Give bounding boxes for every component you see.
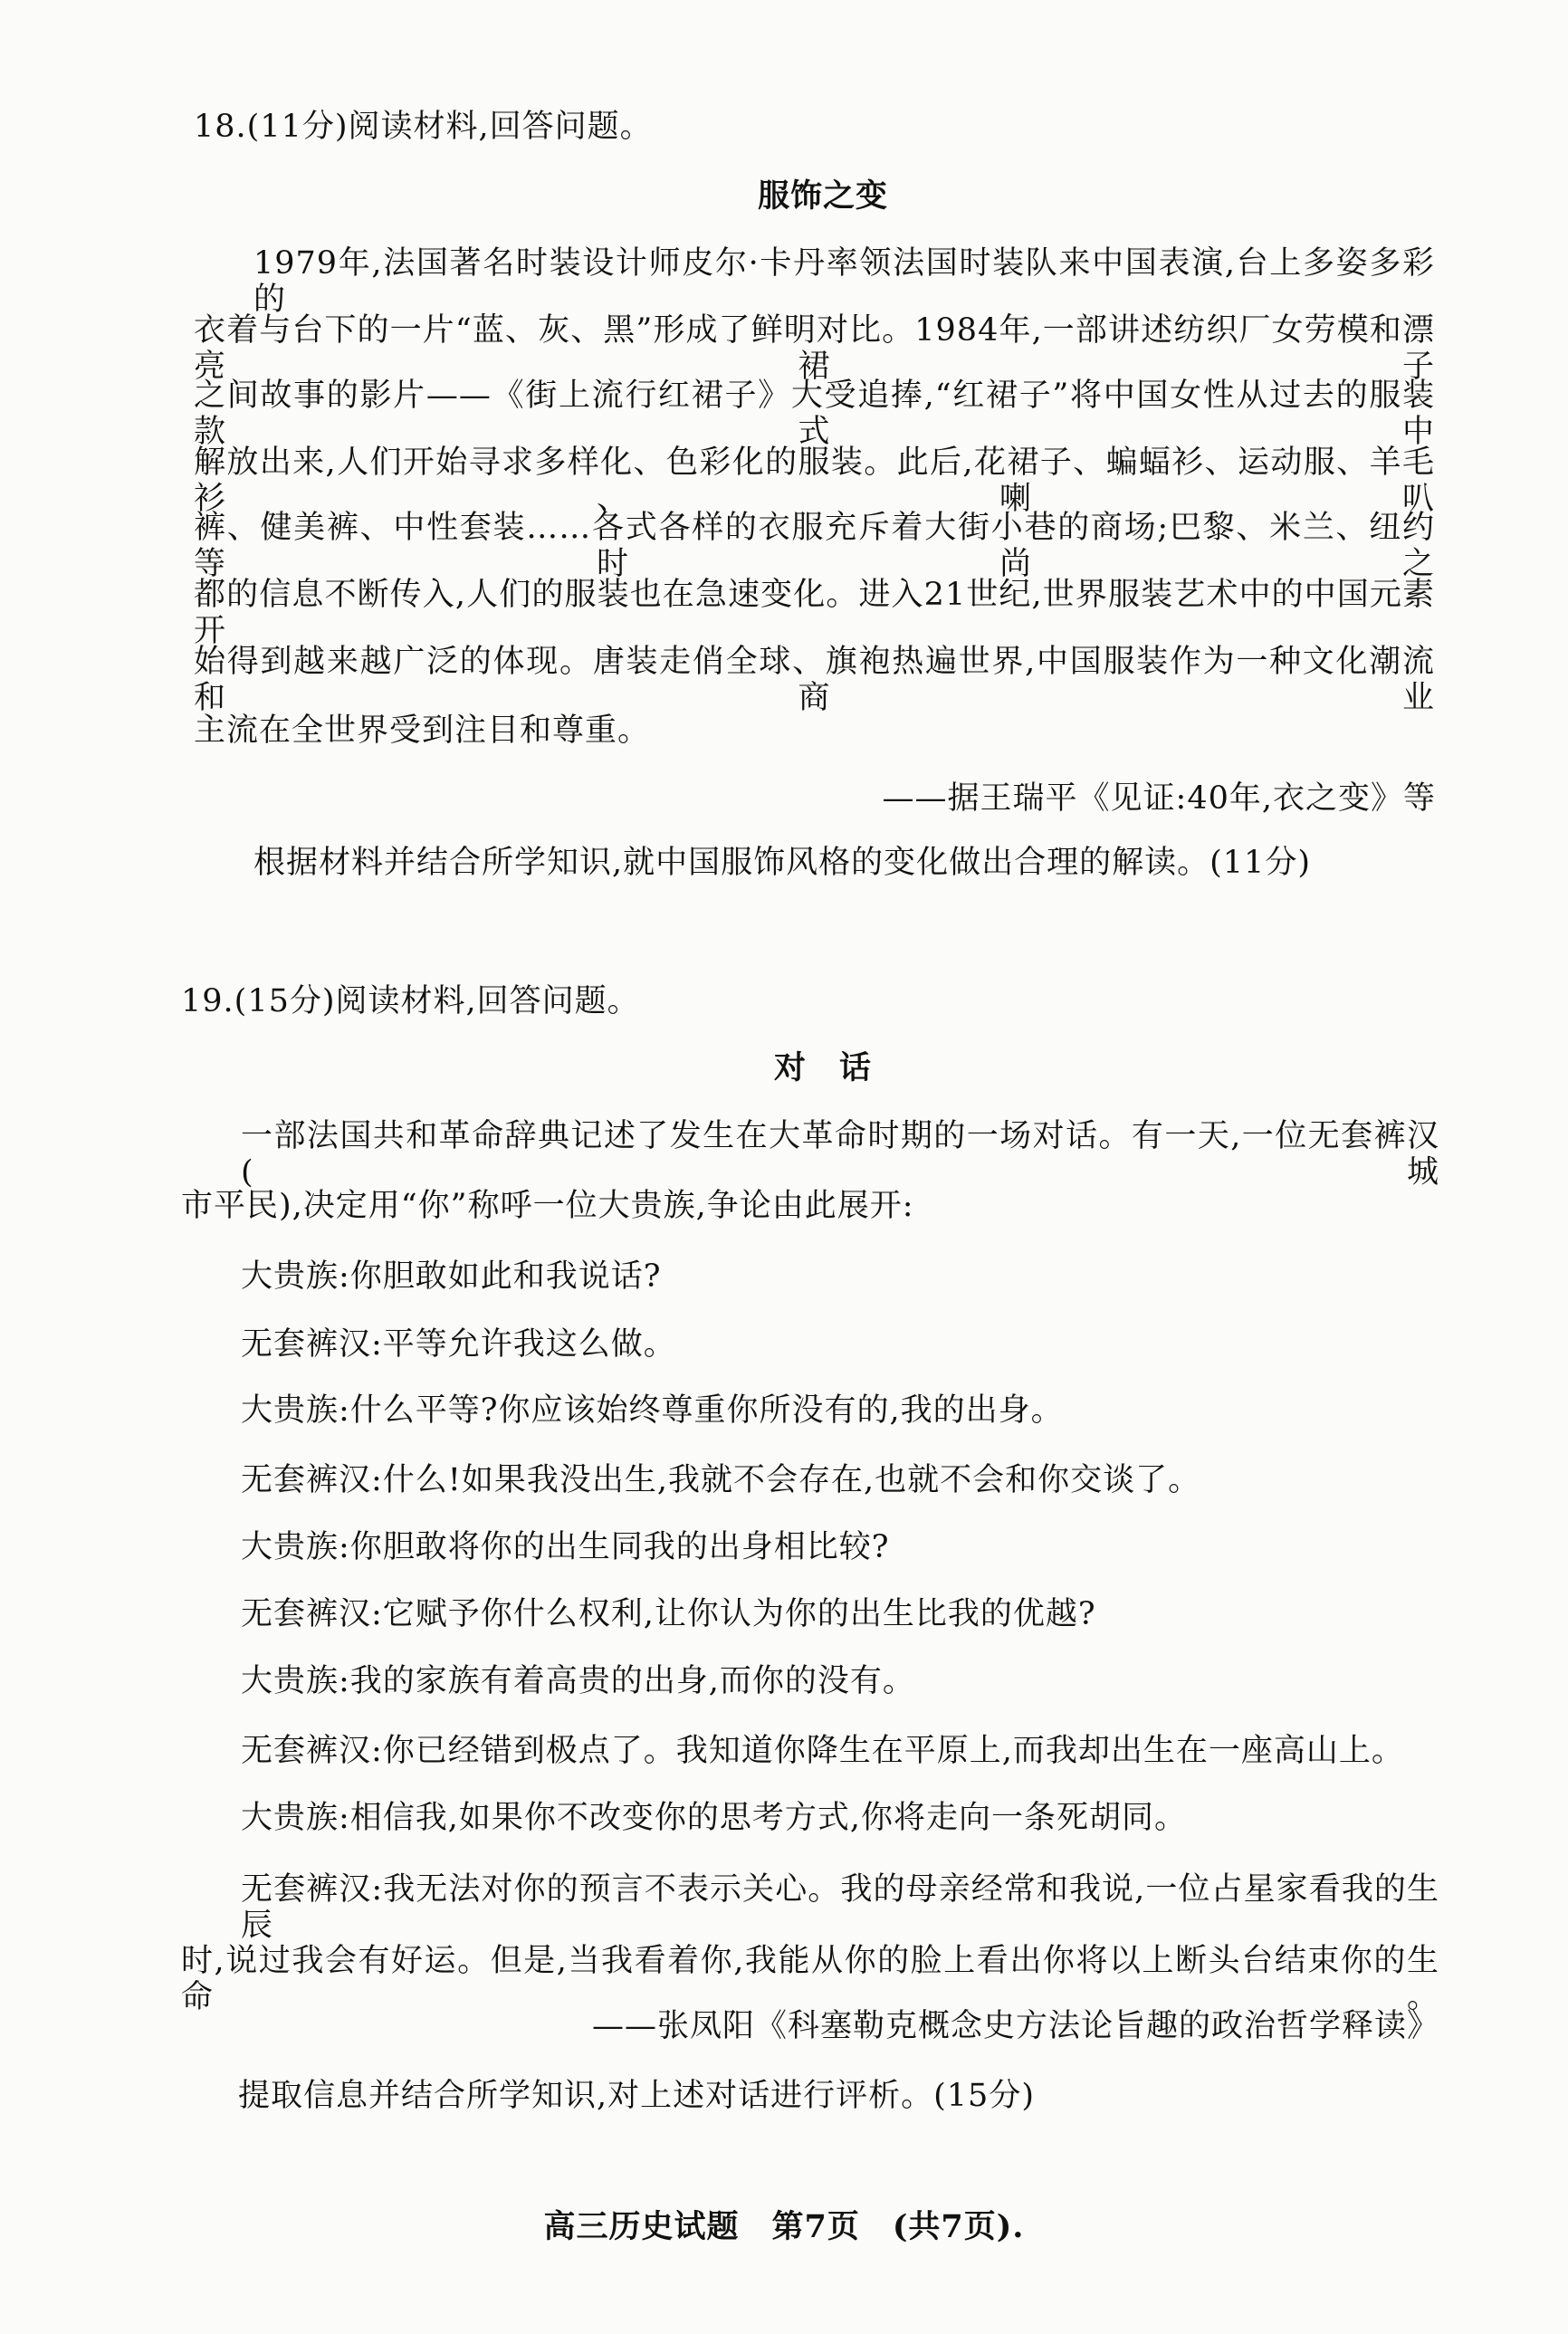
q19-material-title: 对 话 [773, 1049, 872, 1086]
q18-heading: 18.(11分)阅读材料,回答问题。 [194, 109, 653, 145]
q18-question: 根据材料并结合所学知识,就中国服饰风格的变化做出合理的解读。(11分) [253, 845, 1311, 881]
material-line: 衣着与台下的一片“蓝、灰、黑”形成了鲜明对比。1984年,一部讲述纺织厂女劳模和漂亮裙子 [194, 312, 1435, 385]
q19-source: ——张凤阳《科塞勒克概念史方法论旨趣的政治哲学释读》 [591, 2008, 1439, 2044]
dialog-line: 无套裤汉:什么!如果我没出生,我就不会存在,也就不会和你交谈了。 [241, 1462, 1201, 1498]
dialog-line: 大贵族:你胆敢如此和我说话? [241, 1258, 662, 1295]
material-line: 解放出来,人们开始寻求多样化、色彩化的服装。此后,花裙子、蝙蝠衫、运动服、羊毛衫、喇叭 [194, 445, 1435, 517]
dialog-line: 大贵族:什么平等?你应该始终尊重你所没有的,我的出身。 [241, 1392, 1064, 1429]
material-line: 都的信息不断传入,人们的服装也在急速变化。进入21世纪,世界服装艺术中的中国元素开 [194, 577, 1435, 649]
dialog-line: 无套裤汉:我无法对你的预言不表示关心。我的母亲经常和我说,一位占星家看我的生辰 [241, 1871, 1439, 1944]
material-line: 主流在全世界受到注目和尊重。 [194, 713, 651, 749]
page-footer: 高三历史试题 第7页 (共7页). [543, 2208, 1025, 2245]
material-line: 裤、健美裤、中性套装……各式各样的衣服充斥着大街小巷的商场;巴黎、米兰、纽约等时尚之 [194, 510, 1435, 582]
material-line: 市平民),决定用“你”称呼一位大贵族,争论由此展开: [181, 1188, 914, 1224]
material-line: 一部法国共和革命辞典记述了发生在大革命时期的一场对话。有一天,一位无套裤汉(城 [241, 1118, 1439, 1191]
q18-source: ——据王瑞平《见证:40年,衣之变》等 [882, 780, 1436, 817]
q19-heading: 19.(15分)阅读材料,回答问题。 [181, 983, 640, 1019]
material-line: 之间故事的影片——《街上流行红裙子》大受追捧,“红裙子”将中国女性从过去的服装款式中 [194, 378, 1435, 450]
dialog-line: 时,说过我会有好运。但是,当我看着你,我能从你的脸上看出你将以上断头台结束你的生命。 [181, 1943, 1439, 2015]
q19-question: 提取信息并结合所学知识,对上述对话进行评析。(15分) [238, 2078, 1035, 2114]
dialog-line: 无套裤汉:你已经错到极点了。我知道你降生在平原上,而我却出生在一座高山上。 [241, 1733, 1404, 1769]
material-line: 1979年,法国著名时装设计师皮尔·卡丹率领法国时装队来中国表演,台上多姿多彩的 [253, 245, 1435, 318]
q18-material-title: 服饰之变 [757, 177, 888, 215]
dialog-line: 无套裤汉:平等允许我这么做。 [241, 1326, 676, 1363]
dialog-line: 大贵族:相信我,如果你不改变你的思考方式,你将走向一条死胡同。 [241, 1800, 1188, 1836]
dialog-line: 大贵族:你胆敢将你的出生同我的出身相比较? [241, 1529, 890, 1565]
dialog-line: 大贵族:我的家族有着高贵的出身,而你的没有。 [241, 1663, 915, 1699]
dialog-line: 无套裤汉:它赋予你什么权利,让你认为你的出生比我的优越? [241, 1596, 1096, 1632]
material-line: 始得到越来越广泛的体现。唐装走俏全球、旗袍热遍世界,中国服装作为一种文化潮流和商业 [194, 644, 1435, 716]
